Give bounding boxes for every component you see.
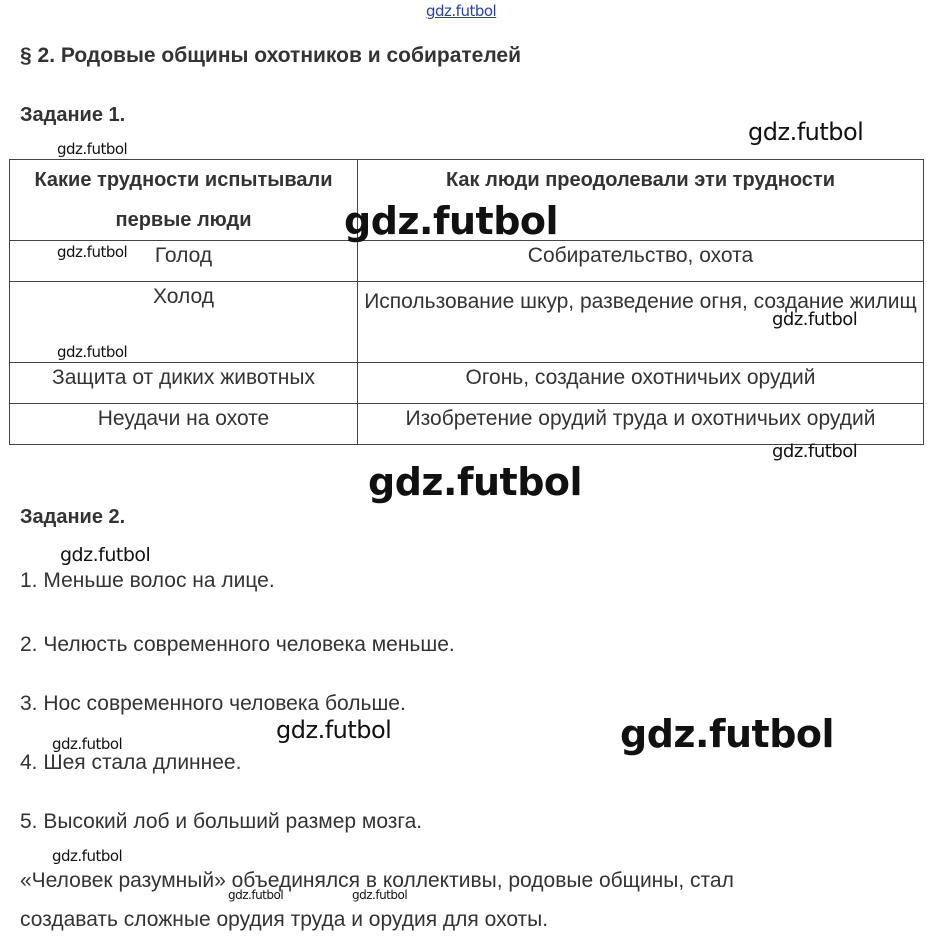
table-row: [10, 404, 924, 445]
watermark: gdz.futbol: [368, 460, 583, 504]
watermark: gdz.futbol: [748, 118, 864, 146]
table-cell: Голод: [10, 241, 358, 282]
table-cell: Изобретение орудий труда и охотничьих орудий: [358, 404, 924, 445]
watermark: gdz.futbol: [57, 343, 128, 361]
table-cell: Защита от диких животных: [10, 363, 358, 404]
table-cell: Неудачи на охоте: [10, 404, 358, 445]
list-item: 3. Нос современного человека больше.: [20, 692, 406, 715]
task-1-title: Задание 1.: [20, 104, 126, 126]
watermark: gdz.futbol: [772, 441, 858, 462]
conclusion-line: «Человек разумный» объединялся в коллективы, родовые общины, стал: [20, 869, 734, 892]
list-item: 1. Меньше волос на лице.: [20, 569, 275, 592]
task-2-title: Задание 2.: [20, 506, 126, 528]
list-item: 2. Челюсть современного человека меньше.: [20, 633, 455, 656]
list-item: 4. Шея стала длиннее.: [20, 751, 242, 774]
table-cell: Огонь, создание охотничьих орудий: [358, 363, 924, 404]
watermark: gdz.futbol: [57, 243, 128, 261]
table-header: Какие трудности испытывали первые люди: [10, 160, 358, 241]
table-header: Как люди преодолевали эти трудности: [358, 160, 924, 241]
watermark: gdz.futbol: [60, 544, 151, 566]
table-cell: Холод: [10, 282, 358, 363]
conclusion-line: создавать сложные орудия труда и орудия для охоты.: [20, 908, 549, 931]
page-title: § 2. Родовые общины охотников и собирателей: [20, 44, 521, 67]
list-item: 5. Высокий лоб и больший размер мозга.: [20, 810, 423, 833]
watermark-top: gdz.futbol: [426, 2, 497, 20]
table-row: [10, 363, 924, 404]
watermark: gdz.futbol: [57, 140, 128, 158]
watermark: gdz.futbol: [344, 199, 559, 243]
table-cell: Использование шкур, разведение огня, создание жилищ: [358, 282, 924, 363]
watermark: gdz.futbol: [772, 309, 858, 330]
watermark: gdz.futbol: [620, 712, 835, 756]
table-row: [10, 241, 924, 282]
table-cell: Собирательство, охота: [358, 241, 924, 282]
watermark: gdz.futbol: [228, 888, 284, 902]
watermark: gdz.futbol: [52, 735, 123, 753]
watermark: gdz.futbol: [52, 847, 123, 865]
watermark: gdz.futbol: [352, 888, 408, 902]
watermark: gdz.futbol: [276, 716, 392, 744]
